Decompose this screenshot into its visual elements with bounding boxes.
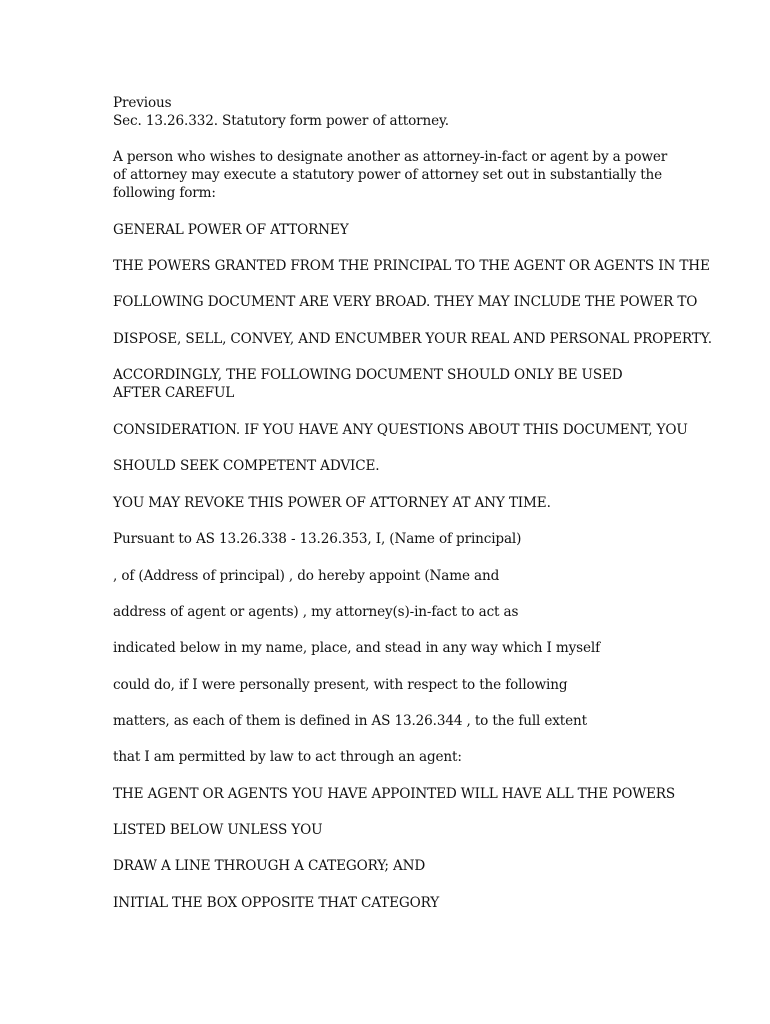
section-heading: Sec. 13.26.332. Statutory form power of attorney.	[113, 113, 449, 129]
body-line: FOLLOWING DOCUMENT ARE VERY BROAD. THEY MAY INCLUDE THE POWER TO	[113, 294, 698, 310]
form-title: GENERAL POWER OF ATTORNEY	[113, 222, 349, 238]
body-line: THE POWERS GRANTED FROM THE PRINCIPAL TO THE AGENT OR AGENTS IN THE	[113, 258, 710, 274]
previous-link[interactable]: Previous	[113, 95, 172, 111]
body-line: ACCORDINGLY, THE FOLLOWING DOCUMENT SHOULD ONLY BE USED AFTER CAREFUL	[113, 367, 623, 401]
body-line: matters, as each of them is defined in AS 13.26.344 , to the full extent	[113, 713, 587, 729]
body-line: indicated below in my name, place, and stead in any way which I myself	[113, 640, 600, 656]
body-line: SHOULD SEEK COMPETENT ADVICE.	[113, 458, 380, 474]
body-line: address of agent or agents) , my attorney(s)-in-fact to act as	[113, 604, 519, 620]
body-line: Pursuant to AS 13.26.338 - 13.26.353, I, (Name of principal)	[113, 531, 522, 547]
body-line: CONSIDERATION. IF YOU HAVE ANY QUESTIONS ABOUT THIS DOCUMENT, YOU	[113, 422, 688, 438]
body-line: , of (Address of principal) , do hereby appoint (Name and	[113, 568, 500, 584]
body-line: could do, if I were personally present, with respect to the following	[113, 677, 568, 693]
body-line: DISPOSE, SELL, CONVEY, AND ENCUMBER YOUR REAL AND PERSONAL PROPERTY.	[113, 331, 712, 347]
body-line: that I am permitted by law to act through an agent:	[113, 749, 462, 765]
intro-paragraph: A person who wishes to designate another as attorney-in-fact or agent by a power of attorney may execute a statutory power of attorney set out in substantially the following form:	[113, 149, 668, 201]
body-line: INITIAL THE BOX OPPOSITE THAT CATEGORY	[113, 895, 440, 911]
body-line: THE AGENT OR AGENTS YOU HAVE APPOINTED WILL HAVE ALL THE POWERS	[113, 786, 676, 802]
body-line: DRAW A LINE THROUGH A CATEGORY; AND	[113, 858, 426, 874]
body-line: LISTED BELOW UNLESS YOU	[113, 822, 323, 838]
body-line: YOU MAY REVOKE THIS POWER OF ATTORNEY AT ANY TIME.	[113, 495, 551, 511]
